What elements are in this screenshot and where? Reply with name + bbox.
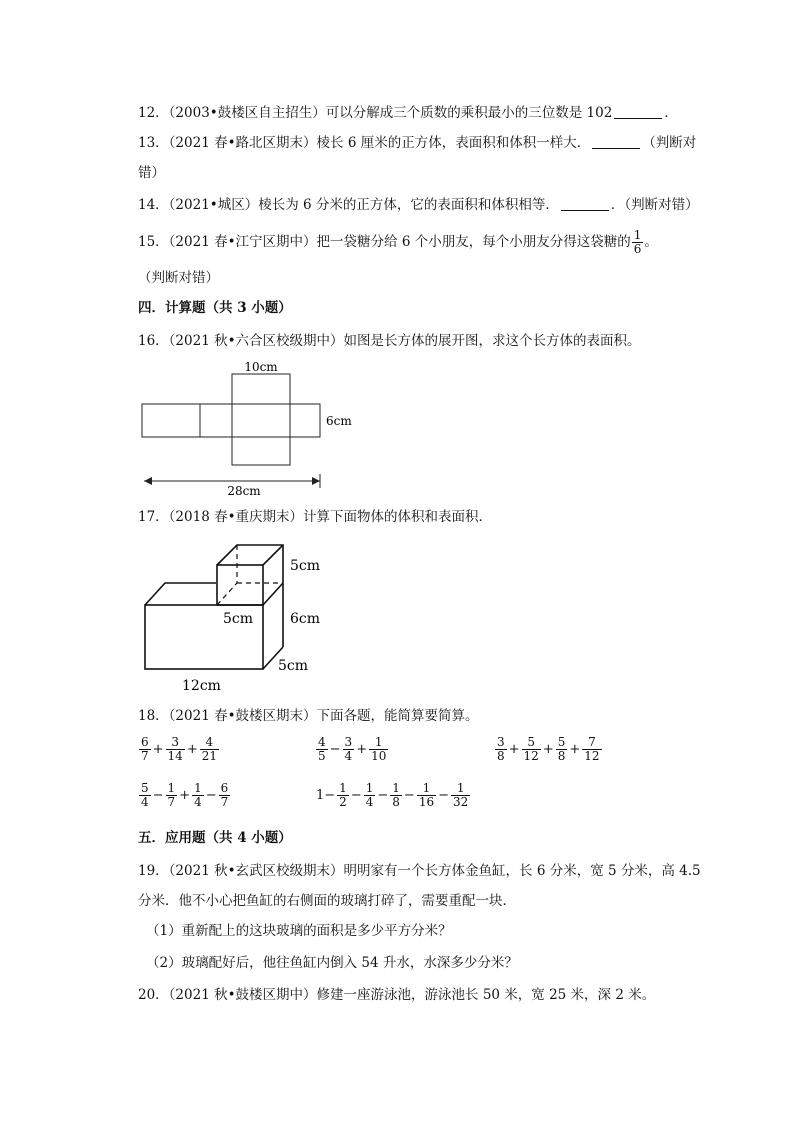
expression-4: $\frac{5}{4}$ − $\frac{1}{7}$ + $\frac{1}{4}$ − $\frac{6}{7}$	[141, 781, 229, 809]
answer-blank[interactable]	[592, 134, 640, 149]
question-19: 19．（2021 秋•玄武区校级期末）明明家有一个长方体金鱼缸，长 6 分米，宽 5 分米，高 4.5	[138, 863, 701, 879]
label-top-front: 5cm	[223, 611, 254, 627]
big-cuboid-top-edge	[145, 583, 216, 605]
big-cuboid-top-right-edge	[263, 583, 283, 605]
cuboid-net-figure	[130, 356, 370, 506]
answer-blank[interactable]	[614, 104, 662, 119]
question-17: 17．（2018 春•重庆期末）计算下面物体的体积和表面积．	[138, 509, 493, 525]
label-10cm: 10cm	[244, 360, 278, 374]
net-bottom-face	[232, 437, 290, 465]
small-cube-front	[217, 565, 263, 605]
expression-2: $\frac{4}{5}$ − $\frac{3}{4}$ + $\frac{1}{10}$	[318, 735, 387, 763]
question-16: 16．（2021 秋•六合区校级期中）如图是长方体的展开图，求这个长方体的表面积。	[138, 333, 641, 349]
expression-1: $\frac{6}{7}$ + $\frac{3}{14}$ + $\frac{4}{21}$	[141, 735, 218, 763]
question-19-part-2: （2）玻璃配好后，他往鱼缸内倒入 54 升水，水深多少分米？	[146, 955, 518, 971]
question-18: 18．（2021 春•鼓楼区期末）下面各题，能简算要简算。	[138, 708, 479, 724]
label-length: 12cm	[182, 678, 221, 694]
question-19-continued: 分米．他不小心把鱼缸的右侧面的玻璃打碎了，需要重配一块．	[138, 893, 516, 909]
combined-solid-figure	[130, 535, 350, 695]
question-14: 14．（2021•城区）棱长为 6 分米的正方体，它的表面积和体积相等． ．（判断对错）	[138, 197, 699, 213]
question-13-continued: 错）	[138, 165, 165, 181]
net-strip	[142, 404, 320, 437]
label-big-height: 6cm	[290, 611, 321, 627]
small-cube-right-edge	[263, 545, 283, 565]
expression-3: $\frac{3}{8}$ + $\frac{5}{12}$ + $\frac{5}{8}$ + $\frac{7}{12}$	[497, 735, 600, 763]
hidden-edge	[217, 583, 237, 605]
small-cube-top-edges	[217, 545, 283, 583]
arrow-right-icon	[312, 477, 320, 485]
fraction: $\frac{1}{6}$	[633, 228, 642, 256]
section-heading-application: 五．应用题（共 4 小题）	[138, 830, 292, 846]
label-6cm: 6cm	[326, 414, 352, 428]
answer-blank[interactable]	[561, 196, 609, 211]
arrow-left-icon	[144, 477, 152, 485]
net-top-face	[232, 374, 290, 404]
label-depth: 5cm	[278, 658, 309, 674]
question-20: 20．（2021 秋•鼓楼区期中）修建一座游泳池，游泳池长 50 米，宽 25 米，深 2 米。	[138, 987, 656, 1003]
question-13: 13．（2021 春•路北区期末）棱长 6 厘米的正方体，表面积和体积一样大． （判断对	[138, 135, 697, 151]
question-19-part-1: （1）重新配上的这块玻璃的面积是多少平方分米？	[146, 923, 452, 939]
expression-5: 1− $\frac{1}{2}$ − $\frac{1}{4}$ − $\frac{1}{8}$ − $\frac{1}{16}$ − $\frac{1}{32}$	[316, 781, 469, 809]
label-28cm: 28cm	[227, 484, 261, 498]
label-top-height: 5cm	[290, 558, 321, 574]
question-12: 12．（2003•鼓楼区自主招生）可以分解成三个质数的乘积最小的三位数是 102 ．	[138, 105, 678, 121]
question-15-continued: （判断对错）	[138, 270, 219, 286]
question-15: 15．（2021 春•江宁区期中）把一袋糖分给 6 个小朋友，每个小朋友分得这袋糖的 $\frac{1}{6}$ 。	[138, 228, 658, 256]
section-heading-calculation: 四．计算题（共 3 小题）	[138, 300, 292, 316]
